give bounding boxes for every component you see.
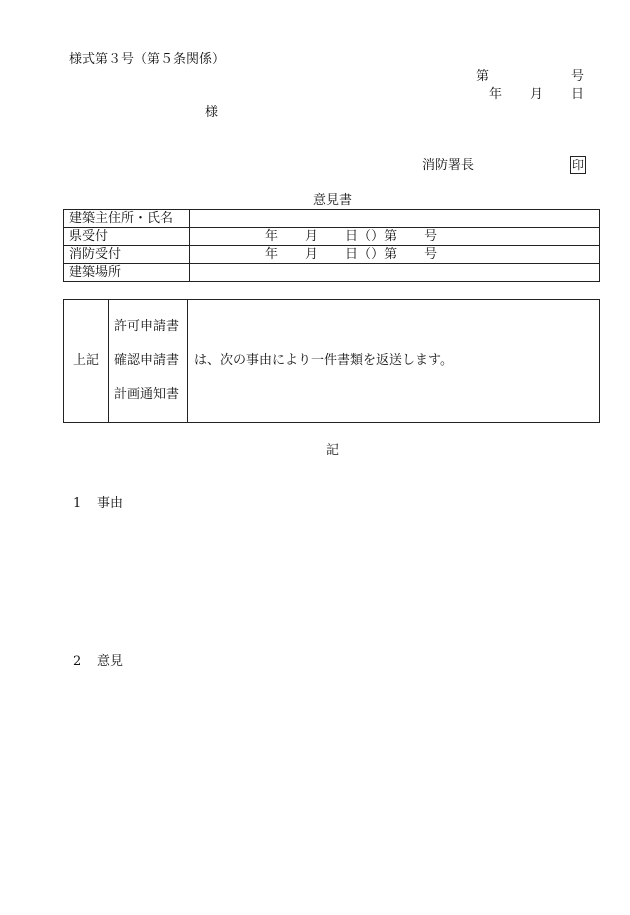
date-month: 月 — [530, 87, 544, 102]
date-month: 月 — [305, 246, 319, 262]
construction-site-value — [190, 264, 600, 282]
date-day: 日 — [345, 228, 359, 244]
section-1-number: 1 — [73, 496, 82, 511]
section-1-title: 事由 — [97, 496, 124, 511]
date-day: 日 — [571, 87, 585, 102]
date-year: 年 — [489, 87, 503, 102]
section-2-title: 意見 — [97, 654, 124, 669]
table-row — [64, 246, 600, 264]
section-2-number: 2 — [73, 654, 82, 669]
row-label-applicant: 建築主住所・氏名 — [64, 210, 190, 228]
seal-mark: 印 — [571, 158, 584, 172]
row-label-construction-site: 建築場所 — [64, 264, 190, 282]
option-confirmation-application: 確認申請書 — [114, 353, 180, 368]
addressee-suffix: 様 — [205, 105, 219, 120]
form-header: 様式第３号（第５条関係） — [69, 52, 226, 67]
doc-title: 意見書 — [313, 193, 353, 208]
row-label-prefecture-receipt: 県受付 — [64, 228, 190, 246]
return-box — [63, 299, 600, 423]
option-permit-application: 許可申請書 — [114, 319, 180, 334]
prefecture-receipt-value — [190, 228, 600, 246]
option-plan-notification: 計画通知書 — [114, 387, 180, 402]
sender-title: 消防署長 — [422, 158, 475, 173]
paren-close: ） — [371, 228, 385, 244]
paren-close: ） — [371, 246, 385, 262]
table-row — [64, 228, 600, 246]
return-sentence: は、次の事由により一件書類を返送します。 — [188, 300, 600, 423]
date-month: 月 — [305, 228, 319, 244]
row-label-fire-receipt: 消防受付 — [64, 246, 190, 264]
table-row — [64, 210, 600, 228]
table-row — [64, 300, 600, 423]
document-type-options — [109, 300, 188, 423]
date-day: 日 — [345, 246, 359, 262]
paren-open: （ — [358, 246, 372, 262]
date-year: 年 — [265, 246, 279, 262]
info-table — [63, 209, 600, 282]
doc-number-dai: 第 — [476, 69, 490, 84]
number-dai: 第 — [384, 228, 398, 244]
number-go: 号 — [424, 246, 438, 262]
doc-number-go: 号 — [571, 69, 585, 84]
paren-open: （ — [358, 228, 372, 244]
table-row — [64, 264, 600, 282]
applicant-value — [190, 210, 600, 228]
prefix-label: 上記 — [64, 300, 109, 423]
number-dai: 第 — [384, 246, 398, 262]
number-go: 号 — [424, 228, 438, 244]
date-year: 年 — [265, 228, 279, 244]
ki-heading: 記 — [326, 443, 340, 458]
fire-receipt-value — [190, 246, 600, 264]
